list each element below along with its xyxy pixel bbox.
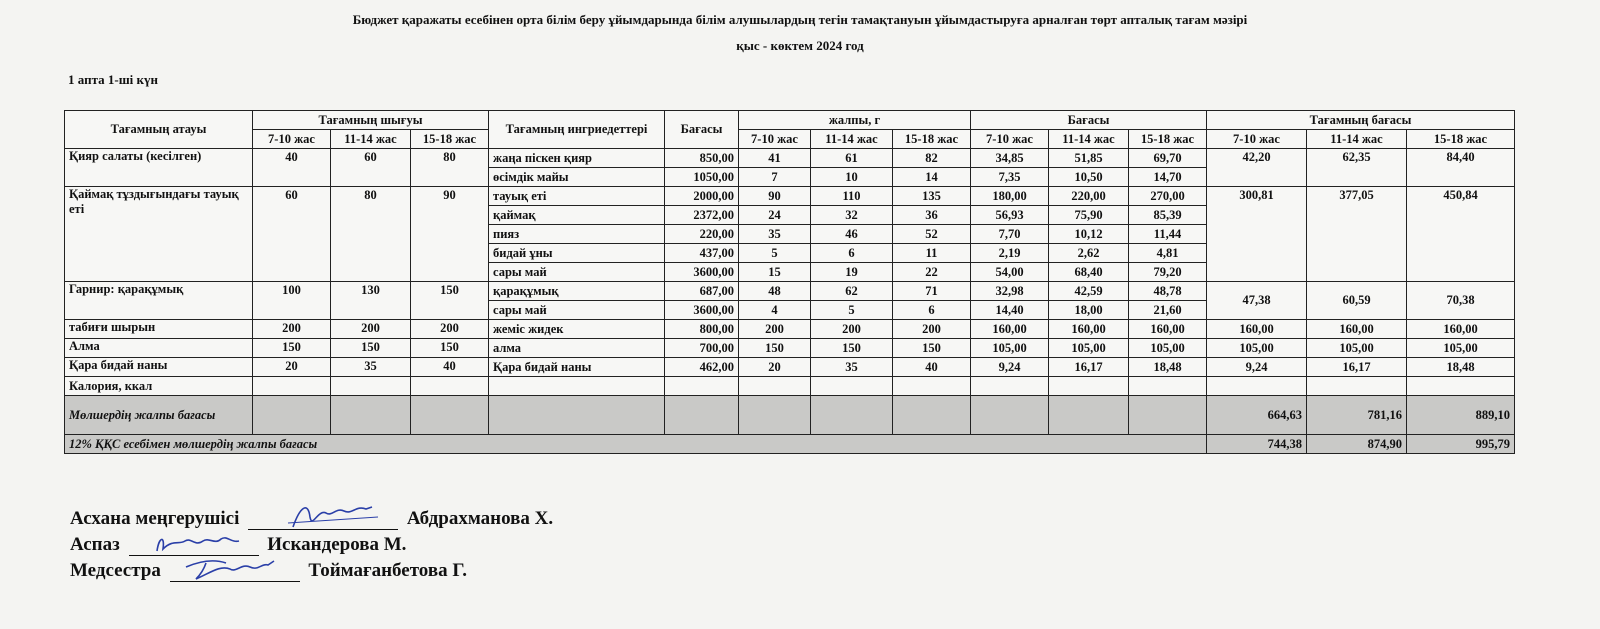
dish-cost-cell: 160,00 <box>1207 320 1307 339</box>
week-day-label: 1 апта 1-ші күн <box>68 72 159 87</box>
empty-cell <box>1129 396 1207 435</box>
yield-cell: 150 <box>411 339 489 358</box>
dish-name-cell: Қияр салаты (кесілген) <box>65 149 253 187</box>
ingredient-price-cell: 3600,00 <box>665 301 739 320</box>
ingredient-cost-cell: 10,50 <box>1049 168 1129 187</box>
grams-cell: 14 <box>893 168 971 187</box>
grams-cell: 90 <box>739 187 811 206</box>
empty-cell <box>1307 377 1407 396</box>
total-value-cell: 781,16 <box>1307 396 1407 435</box>
grams-cell: 150 <box>893 339 971 358</box>
dish-cost-cell: 70,38 <box>1407 282 1515 320</box>
table-row <box>65 435 1515 454</box>
handwritten-signature <box>170 555 300 585</box>
header-dish-cost: Тағамның бағасы <box>1207 111 1515 130</box>
ingredient-cost-cell: 69,70 <box>1129 149 1207 168</box>
header-age: 11-14 жас <box>811 130 893 149</box>
ingredient-price-cell: 700,00 <box>665 339 739 358</box>
grams-cell: 35 <box>739 225 811 244</box>
table-row <box>65 282 1515 301</box>
empty-cell <box>739 396 811 435</box>
grams-cell: 46 <box>811 225 893 244</box>
header-age: 7-10 жас <box>253 130 331 149</box>
ingredient-cost-cell: 160,00 <box>971 320 1049 339</box>
ingredient-cost-cell: 7,35 <box>971 168 1049 187</box>
grams-cell: 200 <box>811 320 893 339</box>
table-row <box>65 358 1515 377</box>
grams-cell: 200 <box>893 320 971 339</box>
header-yield: Тағамның шығуы <box>253 111 489 130</box>
empty-cell <box>893 396 971 435</box>
menu-table <box>64 110 1515 454</box>
empty-cell <box>971 377 1049 396</box>
ingredient-cost-cell: 2,62 <box>1049 244 1129 263</box>
dish-name-cell: Қаймақ тұздығындағы тауық еті <box>65 187 253 282</box>
dish-cost-cell: 62,35 <box>1307 149 1407 187</box>
dish-cost-cell: 160,00 <box>1307 320 1407 339</box>
yield-cell: 150 <box>411 282 489 320</box>
grams-cell: 32 <box>811 206 893 225</box>
grams-cell: 22 <box>893 263 971 282</box>
table-row <box>65 396 1515 435</box>
signature-row <box>70 534 406 556</box>
ingredient-cost-cell: 105,00 <box>1129 339 1207 358</box>
dish-name-cell: табиғи шырын <box>65 320 253 339</box>
vat-value-cell: 995,79 <box>1407 435 1515 454</box>
total-label-cell: Мөлшердің жалпы бағасы <box>65 396 253 435</box>
dish-cost-cell: 160,00 <box>1407 320 1515 339</box>
ingredient-price-cell: 2372,00 <box>665 206 739 225</box>
grams-cell: 5 <box>811 301 893 320</box>
grams-cell: 62 <box>811 282 893 301</box>
signature-role: Аспаз <box>70 534 120 555</box>
empty-cell <box>811 396 893 435</box>
ingredient-name-cell: тауық еті <box>489 187 665 206</box>
signature-row <box>70 508 553 530</box>
ingredient-price-cell: 462,00 <box>665 358 739 377</box>
dish-cost-cell: 60,59 <box>1307 282 1407 320</box>
empty-cell <box>1207 377 1307 396</box>
dish-name-cell: Алма <box>65 339 253 358</box>
ingredient-name-cell: жеміс жидек <box>489 320 665 339</box>
signature-role: Асхана меңгерушісі <box>70 508 240 529</box>
handwritten-signature <box>248 499 398 533</box>
yield-cell: 200 <box>411 320 489 339</box>
empty-cell <box>665 377 739 396</box>
empty-cell <box>1407 377 1515 396</box>
ingredient-cost-cell: 34,85 <box>971 149 1049 168</box>
header-age: 15-18 жас <box>1407 130 1515 149</box>
ingredient-cost-cell: 7,70 <box>971 225 1049 244</box>
yield-cell: 20 <box>253 358 331 377</box>
ingredient-name-cell: өсімдік майы <box>489 168 665 187</box>
yield-cell: 40 <box>253 149 331 187</box>
header-dish-name: Тағамның атауы <box>65 111 253 149</box>
ingredient-cost-cell: 79,20 <box>1129 263 1207 282</box>
signature-row <box>70 560 467 582</box>
empty-cell <box>489 396 665 435</box>
grams-cell: 15 <box>739 263 811 282</box>
dish-cost-cell: 42,20 <box>1207 149 1307 187</box>
vat-label-cell: 12% ҚҚС есебімен мөлшердің жалпы бағасы <box>65 435 1207 454</box>
header-age: 7-10 жас <box>971 130 1049 149</box>
empty-cell <box>331 377 411 396</box>
ingredient-cost-cell: 42,59 <box>1049 282 1129 301</box>
table-row <box>65 320 1515 339</box>
yield-cell: 60 <box>331 149 411 187</box>
ingredient-price-cell: 3600,00 <box>665 263 739 282</box>
dish-cost-cell: 105,00 <box>1407 339 1515 358</box>
ingredient-cost-cell: 10,12 <box>1049 225 1129 244</box>
header-price: Бағасы <box>665 111 739 149</box>
vat-value-cell: 874,90 <box>1307 435 1407 454</box>
ingredient-cost-cell: 48,78 <box>1129 282 1207 301</box>
dish-cost-cell: 18,48 <box>1407 358 1515 377</box>
yield-cell: 200 <box>331 320 411 339</box>
grams-cell: 71 <box>893 282 971 301</box>
ingredient-price-cell: 687,00 <box>665 282 739 301</box>
grams-cell: 11 <box>893 244 971 263</box>
ingredient-price-cell: 850,00 <box>665 149 739 168</box>
empty-cell <box>1049 377 1129 396</box>
grams-cell: 19 <box>811 263 893 282</box>
empty-cell <box>253 396 331 435</box>
ingredient-price-cell: 2000,00 <box>665 187 739 206</box>
grams-cell: 7 <box>739 168 811 187</box>
ingredient-name-cell: қарақұмық <box>489 282 665 301</box>
ingredient-cost-cell: 270,00 <box>1129 187 1207 206</box>
yield-cell: 80 <box>411 149 489 187</box>
header-cost: Бағасы <box>971 111 1207 130</box>
ingredient-name-cell: пияз <box>489 225 665 244</box>
empty-cell <box>1049 396 1129 435</box>
empty-cell <box>665 396 739 435</box>
yield-cell: 150 <box>253 339 331 358</box>
grams-cell: 135 <box>893 187 971 206</box>
table-row <box>65 187 1515 206</box>
ingredient-cost-cell: 220,00 <box>1049 187 1129 206</box>
grams-cell: 82 <box>893 149 971 168</box>
signature-line <box>170 563 300 582</box>
yield-cell: 150 <box>331 339 411 358</box>
dish-cost-cell: 377,05 <box>1307 187 1407 282</box>
table-row <box>65 149 1515 168</box>
total-value-cell: 889,10 <box>1407 396 1515 435</box>
header-age: 11-14 жас <box>1307 130 1407 149</box>
ingredient-price-cell: 800,00 <box>665 320 739 339</box>
yield-cell: 40 <box>411 358 489 377</box>
empty-cell <box>411 377 489 396</box>
dish-cost-cell: 105,00 <box>1207 339 1307 358</box>
ingredient-cost-cell: 54,00 <box>971 263 1049 282</box>
grams-cell: 35 <box>811 358 893 377</box>
grams-cell: 150 <box>739 339 811 358</box>
ingredient-cost-cell: 9,24 <box>971 358 1049 377</box>
signature-name: Искандерова М. <box>267 534 407 555</box>
signature-name: Тоймағанбетова Г. <box>308 560 468 581</box>
grams-cell: 110 <box>811 187 893 206</box>
dish-cost-cell: 450,84 <box>1407 187 1515 282</box>
ingredient-name-cell: алма <box>489 339 665 358</box>
dish-cost-cell: 16,17 <box>1307 358 1407 377</box>
ingredient-name-cell: жаңа піскен қияр <box>489 149 665 168</box>
header-age: 15-18 жас <box>411 130 489 149</box>
header-age: 11-14 жас <box>1049 130 1129 149</box>
grams-cell: 6 <box>811 244 893 263</box>
ingredient-cost-cell: 14,40 <box>971 301 1049 320</box>
empty-cell <box>331 396 411 435</box>
ingredient-cost-cell: 4,81 <box>1129 244 1207 263</box>
grams-cell: 6 <box>893 301 971 320</box>
ingredient-cost-cell: 160,00 <box>1129 320 1207 339</box>
ingredient-cost-cell: 56,93 <box>971 206 1049 225</box>
total-value-cell: 664,63 <box>1207 396 1307 435</box>
signature-role: Медсестра <box>70 560 161 581</box>
grams-cell: 61 <box>811 149 893 168</box>
calorie-label-cell: Калория, ккал <box>65 377 253 396</box>
yield-cell: 200 <box>253 320 331 339</box>
ingredient-cost-cell: 2,19 <box>971 244 1049 263</box>
empty-cell <box>739 377 811 396</box>
grams-cell: 48 <box>739 282 811 301</box>
grams-cell: 36 <box>893 206 971 225</box>
empty-cell <box>489 377 665 396</box>
grams-cell: 4 <box>739 301 811 320</box>
yield-cell: 90 <box>411 187 489 282</box>
ingredient-name-cell: қаймақ <box>489 206 665 225</box>
ingredient-cost-cell: 68,40 <box>1049 263 1129 282</box>
empty-cell <box>1129 377 1207 396</box>
table-row <box>65 339 1515 358</box>
yield-cell: 130 <box>331 282 411 320</box>
grams-cell: 40 <box>893 358 971 377</box>
grams-cell: 24 <box>739 206 811 225</box>
document-title: Бюджет қаражаты есебінен орта білім беру ұйымдарында білім алушылардың тегін тамақтануын ұйымдастыруға арналған төрт апталық тағам мәзірі <box>352 12 1248 27</box>
ingredient-name-cell: сары май <box>489 301 665 320</box>
ingredient-cost-cell: 18,48 <box>1129 358 1207 377</box>
signature-line <box>248 511 398 530</box>
yield-cell: 60 <box>253 187 331 282</box>
grams-cell: 10 <box>811 168 893 187</box>
ingredient-cost-cell: 18,00 <box>1049 301 1129 320</box>
ingredient-cost-cell: 105,00 <box>1049 339 1129 358</box>
grams-cell: 52 <box>893 225 971 244</box>
yield-cell: 100 <box>253 282 331 320</box>
empty-cell <box>811 377 893 396</box>
document-subtitle: қыс - көктем 2024 год <box>736 38 864 53</box>
header-age: 11-14 жас <box>331 130 411 149</box>
menu-table-body <box>65 149 1515 454</box>
signature-line <box>129 537 259 556</box>
grams-cell: 20 <box>739 358 811 377</box>
dish-name-cell: Қара бидай наны <box>65 358 253 377</box>
yield-cell: 35 <box>331 358 411 377</box>
ingredient-name-cell: сары май <box>489 263 665 282</box>
ingredient-price-cell: 220,00 <box>665 225 739 244</box>
header-age: 15-18 жас <box>1129 130 1207 149</box>
vat-value-cell: 744,38 <box>1207 435 1307 454</box>
empty-cell <box>253 377 331 396</box>
ingredient-price-cell: 1050,00 <box>665 168 739 187</box>
grams-cell: 41 <box>739 149 811 168</box>
header-age: 7-10 жас <box>739 130 811 149</box>
ingredient-cost-cell: 180,00 <box>971 187 1049 206</box>
ingredient-cost-cell: 21,60 <box>1129 301 1207 320</box>
grams-cell: 5 <box>739 244 811 263</box>
ingredient-cost-cell: 160,00 <box>1049 320 1129 339</box>
ingredient-cost-cell: 32,98 <box>971 282 1049 301</box>
grams-cell: 200 <box>739 320 811 339</box>
dish-cost-cell: 9,24 <box>1207 358 1307 377</box>
header-age: 7-10 жас <box>1207 130 1307 149</box>
yield-cell: 80 <box>331 187 411 282</box>
dish-name-cell: Гарнир: қарақұмық <box>65 282 253 320</box>
header-total-grams: жалпы, г <box>739 111 971 130</box>
ingredient-cost-cell: 105,00 <box>971 339 1049 358</box>
empty-cell <box>411 396 489 435</box>
ingredient-cost-cell: 14,70 <box>1129 168 1207 187</box>
ingredient-cost-cell: 51,85 <box>1049 149 1129 168</box>
dish-cost-cell: 47,38 <box>1207 282 1307 320</box>
table-row <box>65 377 1515 396</box>
ingredient-cost-cell: 11,44 <box>1129 225 1207 244</box>
empty-cell <box>971 396 1049 435</box>
dish-cost-cell: 300,81 <box>1207 187 1307 282</box>
ingredient-cost-cell: 75,90 <box>1049 206 1129 225</box>
grams-cell: 150 <box>811 339 893 358</box>
ingredient-price-cell: 437,00 <box>665 244 739 263</box>
ingredient-name-cell: Қара бидай наны <box>489 358 665 377</box>
dish-cost-cell: 84,40 <box>1407 149 1515 187</box>
ingredient-name-cell: бидай ұны <box>489 244 665 263</box>
signature-name: Абдрахманова Х. <box>406 508 554 529</box>
dish-cost-cell: 105,00 <box>1307 339 1407 358</box>
ingredient-cost-cell: 16,17 <box>1049 358 1129 377</box>
empty-cell <box>893 377 971 396</box>
header-age: 15-18 жас <box>893 130 971 149</box>
ingredient-cost-cell: 85,39 <box>1129 206 1207 225</box>
header-ingredients: Тағамның ингриедеттері <box>489 111 665 149</box>
